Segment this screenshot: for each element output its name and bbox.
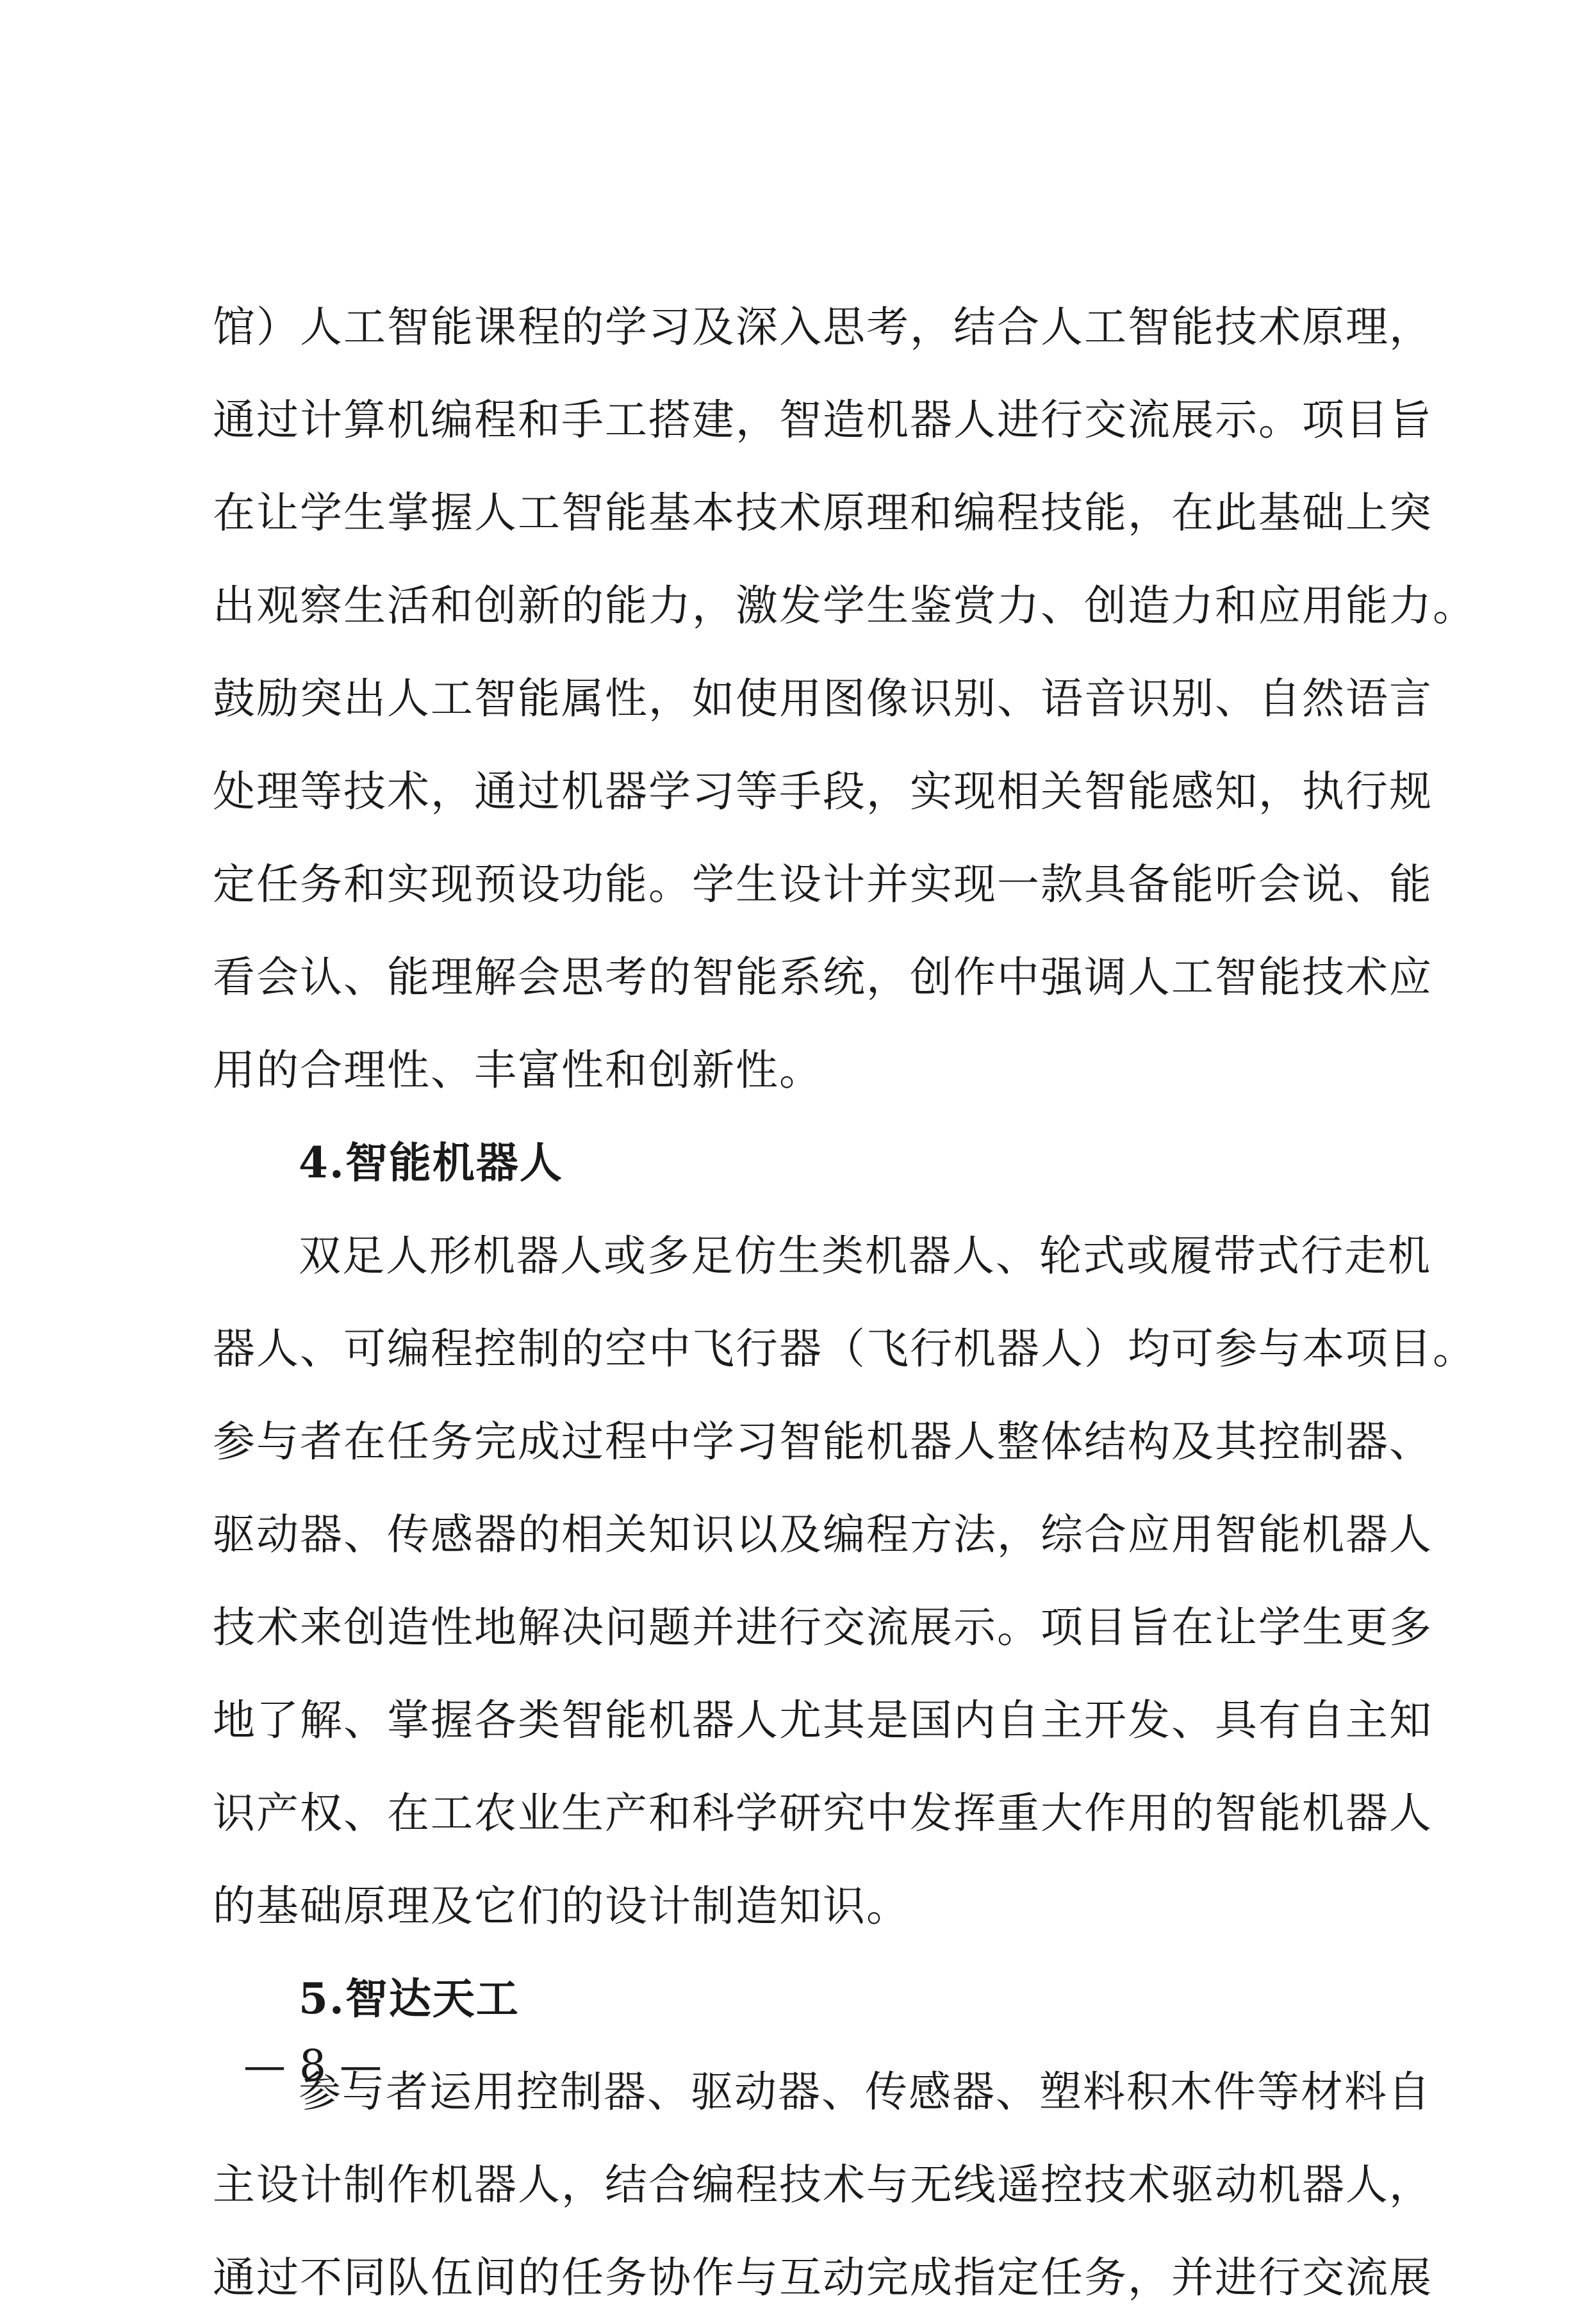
text-line: 通过计算机编程和手工搭建，智造机器人进行交流展示。项目旨: [213, 395, 1433, 445]
text-line: 看会认、能理解会思考的智能系统，创作中强调人工智能技术应: [213, 953, 1433, 1002]
text-line: 定任务和实现预设功能。学生设计并实现一款具备能听会说、能: [213, 860, 1433, 909]
section-heading: 4.智能机器人: [299, 1138, 563, 1188]
text-line: 识产权、在工农业生产和科学研究中发挥重大作用的智能机器人: [213, 1788, 1433, 1838]
page-number: — 8 —: [243, 2041, 382, 2090]
text-line: 技术来创造性地解决问题并进行交流展示。项目旨在让学生更多: [213, 1603, 1433, 1652]
text-line: 主设计制作机器人，结合编程技术与无线遥控技术驱动机器人，: [213, 2160, 1433, 2209]
document-body: [213, 281, 1476, 2324]
text-line: 用的合理性、丰富性和创新性。: [213, 1045, 823, 1095]
text-line: 在让学生掌握人工智能基本技术原理和编程技能，在此基础上突: [213, 488, 1433, 537]
text-line: 双足人形机器人或多足仿生类机器人、轮式或履带式行走机: [299, 1231, 1431, 1281]
paragraph: [213, 2045, 1433, 2324]
text-line: 通过不同队伍间的任务协作与互动完成指定任务，并进行交流展: [213, 2253, 1433, 2302]
text-line: 地了解、掌握各类智能机器人尤其是国内自主开发、具有自主知: [213, 1696, 1433, 1745]
text-line: 的基础原理及它们的设计制造知识。: [213, 1881, 910, 1931]
text-line: 驱动器、传感器的相关知识以及编程方法，综合应用智能机器人: [213, 1510, 1433, 1559]
section-heading: 5.智达天工: [299, 1974, 520, 2024]
paragraph: [213, 281, 1476, 1117]
paragraph: [213, 1209, 1476, 1952]
text-line: 处理等技术，通过机器学习等手段，实现相关智能感知，执行规: [213, 767, 1433, 816]
text-line: 馆）人工智能课程的学习及深入思考，结合人工智能技术原理，: [213, 302, 1433, 352]
text-line: 器人、可编程控制的空中飞行器（飞行机器人）均可参与本项目。: [213, 1324, 1476, 1373]
text-line: 出观察生活和创新的能力，激发学生鉴赏力、创造力和应用能力。: [213, 581, 1476, 630]
text-line: 参与者运用控制器、驱动器、传感器、塑料积木件等材料自: [299, 2067, 1431, 2116]
text-line: 参与者在任务完成过程中学习智能机器人整体结构及其控制器、: [213, 1417, 1433, 1466]
text-line: 鼓励突出人工智能属性，如使用图像识别、语音识别、自然语言: [213, 674, 1433, 723]
